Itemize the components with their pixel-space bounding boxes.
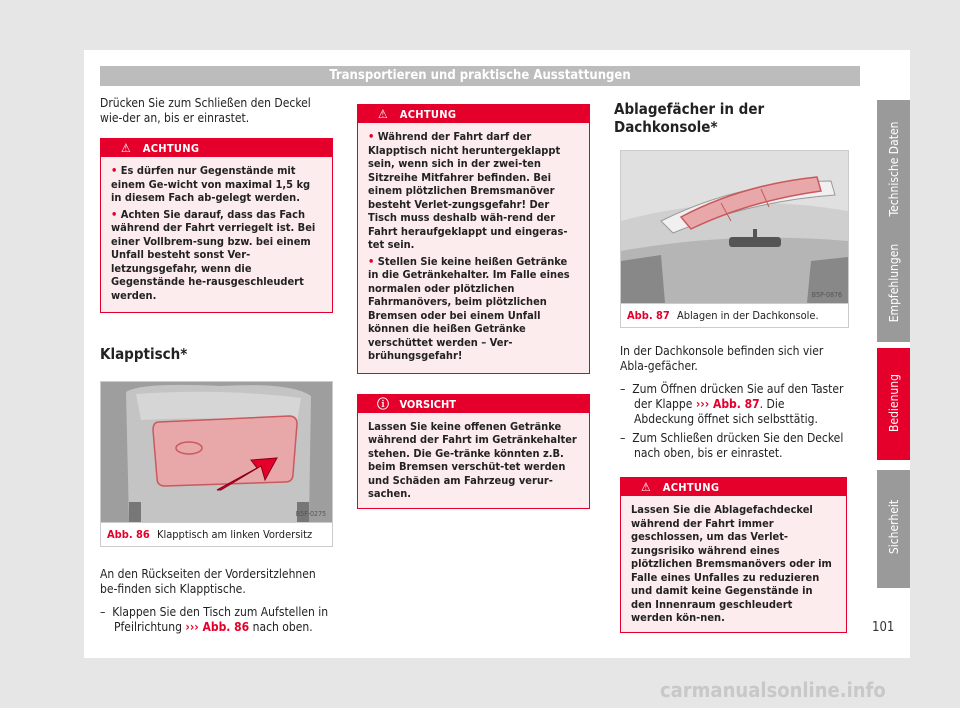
figure-87-link[interactable]: ››› Abb. 87 — [695, 397, 760, 411]
caution-title: VORSICHT — [399, 397, 457, 411]
warning-item: • Während der Fahrt darf der Klapptisch nicht heruntergeklappt sein, wenn sich in der zwei-ten Sitzreihe Mitfahrer befinden. Bei einem plötzlichen Bremsmanöver besteht Verlet-zungsgefahr! Der Tisch muss deshalb wäh-rend der Fahrt heraufgeklappt und eingeras-tet sein. — [368, 130, 568, 251]
figure-86-link[interactable]: ››› Abb. 86 — [185, 620, 250, 634]
warning-item: • Achten Sie darauf, dass das Fach während der Fahrt verriegelt ist. Bei einer Vollbrem-sung bzw. bei einem Unfall besteht sonst Ver-letzungsgefahr, wenn die Gegenstände he-rausgeschleudert werden. — [111, 207, 316, 302]
info-circle-icon: ⓘ — [376, 396, 389, 411]
warning-box — [100, 138, 333, 313]
bullet-icon: • — [111, 164, 121, 177]
column-3 — [614, 100, 847, 643]
caution-box — [357, 394, 590, 509]
tab-technische-daten[interactable]: Technische Daten — [877, 100, 910, 240]
page-header: Transportieren und praktische Ausstattungen — [100, 66, 860, 86]
step-item: – Zum Öffnen drücken Sie auf den Taster der Klappe ››› Abb. 87. Die Abdeckung öffnet sich selbsttätig. — [620, 382, 844, 426]
warning-triangle-icon: ⚠ — [378, 107, 388, 121]
figure-image — [101, 382, 332, 522]
bullet-icon: • — [368, 254, 378, 268]
figure-image — [621, 151, 848, 303]
warning-body — [358, 123, 589, 373]
figure-label: Abb. 87 — [627, 309, 670, 322]
watermark: carmanualsonline.info — [660, 678, 886, 702]
dachkonsole-text: In der Dachkonsole befinden sich vier Abla-gefächer. — [620, 344, 824, 373]
figure-87 — [620, 150, 849, 328]
page-number: 101 — [872, 620, 895, 635]
warning-item: • Es dürfen nur Gegenstände mit einem Ge-wicht von maximal 1,5 kg in diesem Fach ab-gelegt werden. — [111, 164, 311, 204]
warning-header — [358, 105, 589, 123]
column-1 — [100, 96, 333, 639]
warning-triangle-icon: ⚠ — [641, 480, 651, 494]
warning-header — [101, 139, 332, 157]
figure-caption — [101, 522, 332, 546]
caution-header — [358, 395, 589, 413]
caution-body: Lassen Sie keine offenen Getränke während der Fahrt im Getränkehalter stehen. Die Ge-tränke könnten z.B. beim Bremsen verschüt-tet werden und Schäden am Fahrzeug verur-sachen. — [358, 413, 589, 508]
figure-code: B5P-0876 — [811, 291, 842, 299]
intro-text: Drücken Sie zum Schließen den Deckel wie-der an, bis er einrastet. — [100, 96, 311, 125]
bullet-icon: • — [368, 130, 378, 143]
roof-console-illustration — [621, 151, 848, 303]
warning-item: • Stellen Sie keine heißen Getränke in die Getränkehalter. Im Falle eines normalen oder plötzlichen Fahrmanövers, beim plötzlichen Bremsen oder bei einem Unfall können die heißen Getränke verschüttet werden – Ver-brühungsgefahr! — [368, 254, 570, 362]
figure-caption-text: Klapptisch am linken Vordersitz — [156, 528, 313, 541]
figure-caption — [621, 303, 848, 327]
seat-table-illustration — [101, 382, 332, 522]
figure-caption-text: Ablagen in der Dachkonsole. — [676, 309, 819, 322]
section-heading-dachkonsole: Ablagefächer in der Dachkonsole* — [614, 100, 765, 136]
tab-bedienung[interactable]: Bedienung — [877, 348, 910, 460]
figure-code: B5F-0275 — [295, 510, 326, 518]
warning-header — [621, 478, 846, 496]
bullet-icon: • — [111, 207, 121, 221]
column-2 — [357, 104, 590, 509]
step-item: – Zum Schließen drücken Sie den Deckel nach oben, bis er einrastet. — [620, 431, 844, 460]
section-heading-klapptisch: Klapptisch* — [100, 345, 188, 363]
warning-box — [357, 104, 590, 374]
tab-empfehlungen[interactable]: Empfehlungen — [877, 228, 910, 342]
warning-body — [101, 157, 332, 312]
warning-title: ACHTUNG — [662, 481, 720, 494]
warning-body: Lassen Sie die Ablagefachdeckel während der Fahrt immer geschlossen, um das Verlet-zungsrisiko während eines plötzlichen Bremsmanövers oder im Falle eines Unfalles zu reduzieren und damit keine Gegenstände in den Innenraum geschleudert werden kön-nen. — [621, 496, 846, 632]
klapptisch-text: An den Rückseiten der Vordersitzlehnen be-finden sich Klapptische. — [100, 567, 316, 596]
figure-86 — [100, 381, 333, 547]
warning-title: ACHTUNG — [142, 142, 200, 155]
tab-sicherheit[interactable]: Sicherheit — [877, 470, 910, 588]
step-item: – Klappen Sie den Tisch zum Aufstellen in Pfeilrichtung ››› Abb. 86 nach oben. — [100, 605, 329, 634]
warning-box — [620, 477, 847, 633]
figure-label: Abb. 86 — [107, 528, 150, 541]
warning-title: ACHTUNG — [399, 108, 457, 121]
warning-triangle-icon: ⚠ — [121, 141, 131, 155]
